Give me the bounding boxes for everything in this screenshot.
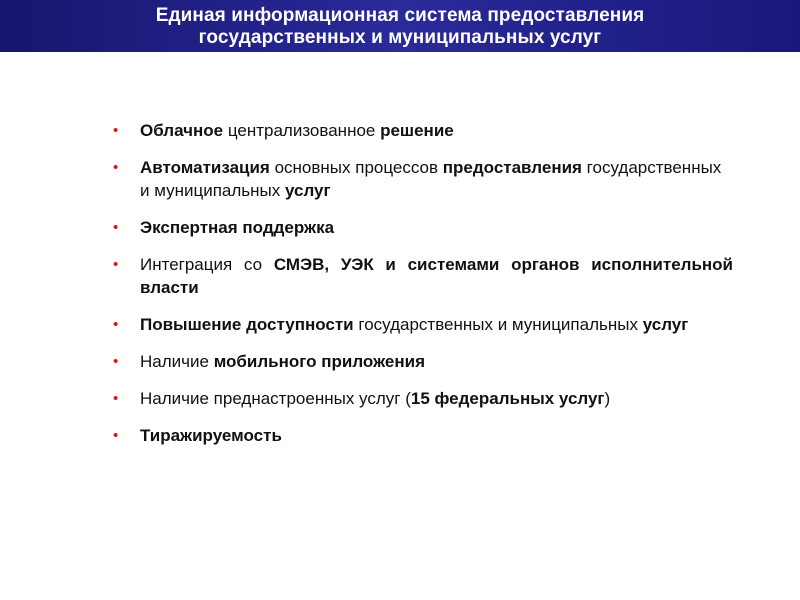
bullet-icon: •	[113, 353, 119, 370]
list-item-automation: • Автоматизация основных процессов предоставления государственных и муниципальных услуг	[113, 158, 722, 200]
list-item-replicability: • Тиражируемость	[113, 426, 282, 445]
list-item-expert-support: • Экспертная поддержка	[113, 218, 335, 237]
bullet-icon: •	[113, 159, 119, 176]
list-item-accessibility: • Повышение доступности государственных и муниципальных услуг	[113, 315, 689, 334]
title-banner	[0, 0, 800, 52]
bullet-icon: •	[113, 427, 119, 444]
bullet-icon: •	[113, 256, 119, 273]
list-item-integration: • Интеграция со СМЭВ, УЭК и системами органов исполнительной власти	[113, 255, 734, 297]
bullet-icon: •	[113, 219, 119, 236]
bullet-icon: •	[113, 316, 119, 333]
feature-list	[113, 119, 733, 461]
page-title-line-2: государственных и муниципальных услуг	[198, 27, 602, 48]
bullet-icon: •	[113, 390, 119, 407]
list-item-cloud: • Облачное централизованное решение	[113, 121, 454, 140]
bullet-icon: •	[113, 122, 119, 139]
page-title-line-1: Единая информационная система предоставления	[155, 5, 645, 26]
list-item-preconfigured-services: • Наличие преднастроенных услуг (15 федеральных услуг)	[113, 389, 611, 408]
list-item-mobile-app: • Наличие мобильного приложения	[113, 352, 426, 371]
